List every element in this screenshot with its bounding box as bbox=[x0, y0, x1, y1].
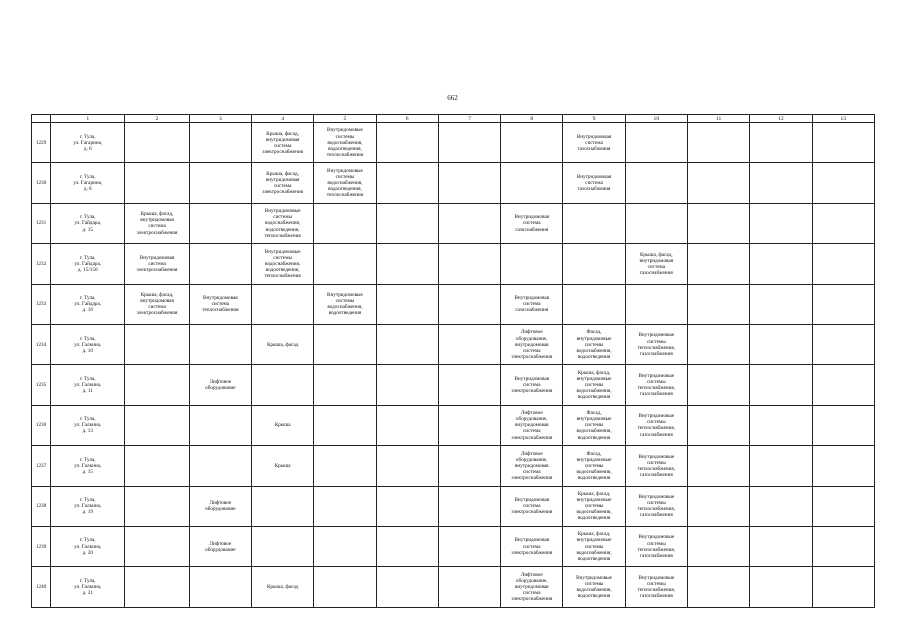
table-cell bbox=[189, 324, 251, 364]
table-cell bbox=[625, 123, 687, 163]
header-cell: 10 bbox=[625, 115, 687, 123]
cell-text: Внутридомовые системы водоснабжения, водоотведения bbox=[327, 292, 363, 317]
table-cell bbox=[252, 284, 314, 324]
table-cell bbox=[501, 244, 563, 284]
row-number-cell: 1229 bbox=[32, 123, 51, 163]
cell-text: Крыша, фасад, внутридомовые системы водоснабжения, водоотведения bbox=[576, 369, 612, 401]
row-number-cell: 1231 bbox=[32, 203, 51, 243]
table-cell bbox=[501, 203, 563, 243]
table-cell bbox=[189, 446, 251, 486]
header-cell: 2 bbox=[125, 115, 189, 123]
address-cell bbox=[51, 284, 125, 324]
header-row bbox=[32, 115, 875, 123]
header-cell: 9 bbox=[563, 115, 625, 123]
table-cell bbox=[687, 526, 749, 566]
header-cell: 5 bbox=[314, 115, 376, 123]
cell-text: Лифтовое оборудование bbox=[205, 500, 236, 513]
table-cell bbox=[125, 203, 189, 243]
table-cell bbox=[125, 405, 189, 445]
table-cell bbox=[563, 163, 625, 203]
table-cell bbox=[314, 284, 376, 324]
table-cell bbox=[252, 446, 314, 486]
table-cell bbox=[750, 526, 812, 566]
row-number-cell: 1239 bbox=[32, 526, 51, 566]
table-cell bbox=[563, 123, 625, 163]
table-row bbox=[32, 163, 875, 203]
table-cell bbox=[501, 163, 563, 203]
table-cell bbox=[563, 526, 625, 566]
table-cell bbox=[812, 163, 874, 203]
table-cell bbox=[438, 365, 500, 405]
table-cell bbox=[501, 123, 563, 163]
table-cell bbox=[189, 123, 251, 163]
table-cell bbox=[125, 244, 189, 284]
row-number-cell: 1240 bbox=[32, 567, 51, 607]
table-cell bbox=[687, 567, 749, 607]
table-cell bbox=[687, 446, 749, 486]
table-cell bbox=[252, 324, 314, 364]
row-number-cell: 1238 bbox=[32, 486, 51, 526]
table-cell bbox=[438, 486, 500, 526]
cell-text: Крыша, фасад bbox=[266, 583, 299, 590]
table-row bbox=[32, 123, 875, 163]
table-cell bbox=[189, 405, 251, 445]
table-cell bbox=[314, 486, 376, 526]
table-cell bbox=[563, 405, 625, 445]
table-cell bbox=[687, 324, 749, 364]
address-cell bbox=[51, 405, 125, 445]
cell-text: Внутридомовые системы водоснабжения, водоотведения bbox=[576, 574, 612, 600]
table-cell bbox=[625, 567, 687, 607]
table-cell bbox=[252, 526, 314, 566]
table-cell bbox=[750, 567, 812, 607]
table-cell bbox=[438, 405, 500, 445]
page-number: 662 bbox=[447, 94, 458, 102]
table-cell bbox=[376, 123, 438, 163]
table-cell bbox=[812, 446, 874, 486]
table-cell bbox=[750, 284, 812, 324]
address-cell bbox=[51, 567, 125, 607]
table-cell bbox=[125, 526, 189, 566]
cell-text: Внутридомовая система газоснабжения bbox=[576, 173, 612, 193]
table-cell bbox=[750, 365, 812, 405]
works-schedule-table bbox=[31, 114, 875, 608]
table-row bbox=[32, 405, 875, 445]
table-cell bbox=[314, 567, 376, 607]
row-number-cell: 1236 bbox=[32, 405, 51, 445]
table-body bbox=[32, 115, 875, 608]
cell-text: Внутридомовые системы теплоснабжения, газоснабжения bbox=[637, 453, 676, 478]
table-cell bbox=[252, 405, 314, 445]
cell-text: Внутридомовая система теплоснабжения bbox=[202, 295, 239, 314]
cell-text: Внутридомовая система электроснабжения bbox=[136, 254, 178, 273]
header-cell: 11 bbox=[687, 115, 749, 123]
cell-text: Крыша bbox=[274, 462, 291, 469]
table-cell bbox=[812, 567, 874, 607]
table-cell bbox=[438, 324, 500, 364]
cell-text: Внутридомовые системы водоснабжения, водоотведения, теплоснабжения bbox=[264, 248, 301, 279]
cell-text: Лифтовое оборудование bbox=[205, 378, 236, 392]
table-cell bbox=[750, 405, 812, 445]
cell-text: Внутридомовая система газоснабжения bbox=[514, 295, 550, 314]
table-cell bbox=[812, 123, 874, 163]
table-cell bbox=[812, 203, 874, 243]
table-cell bbox=[563, 446, 625, 486]
cell-text: Крыша bbox=[274, 422, 291, 429]
table-cell bbox=[438, 567, 500, 607]
table-cell bbox=[252, 567, 314, 607]
cell-text: Лифтовое оборудование, внутридомовая система электроснабжения bbox=[511, 450, 553, 481]
table-cell bbox=[125, 446, 189, 486]
table-cell bbox=[314, 365, 376, 405]
table-cell bbox=[314, 526, 376, 566]
table-cell bbox=[812, 244, 874, 284]
table-cell bbox=[252, 123, 314, 163]
table-cell bbox=[125, 567, 189, 607]
cell-text: г. Тула, ул. Галкина, д. 10 bbox=[74, 335, 102, 354]
table-cell bbox=[625, 284, 687, 324]
table-cell bbox=[189, 163, 251, 203]
table-row bbox=[32, 244, 875, 284]
table-cell bbox=[438, 123, 500, 163]
table-cell bbox=[812, 284, 874, 324]
table-cell bbox=[376, 567, 438, 607]
table-cell bbox=[687, 486, 749, 526]
table-cell bbox=[189, 486, 251, 526]
cell-text: Внутридомовая система электроснабжения bbox=[511, 537, 553, 556]
table-cell bbox=[438, 244, 500, 284]
cell-text: г. Тула, ул. Гагарина, д. 8 bbox=[73, 173, 103, 193]
table-cell bbox=[501, 486, 563, 526]
cell-text: Фасад, внутридомовые системы водоснабжения, водоотведения bbox=[576, 410, 612, 441]
table-cell bbox=[750, 486, 812, 526]
table-cell bbox=[687, 203, 749, 243]
table-row bbox=[32, 324, 875, 364]
table-cell bbox=[314, 446, 376, 486]
table-cell bbox=[687, 284, 749, 324]
row-number-cell: 1234 bbox=[32, 324, 51, 364]
table-cell bbox=[376, 163, 438, 203]
address-cell bbox=[51, 526, 125, 566]
table-cell bbox=[376, 284, 438, 324]
table-cell bbox=[376, 526, 438, 566]
table-row bbox=[32, 486, 875, 526]
cell-text: Крыша, фасад, внутридомовая система электроснабжения bbox=[136, 292, 178, 317]
header-cell: 13 bbox=[812, 115, 874, 123]
table-cell bbox=[750, 203, 812, 243]
cell-text: Лифтовое оборудование bbox=[205, 540, 236, 553]
table-cell bbox=[563, 324, 625, 364]
cell-text: Лифтовое оборудование, внутридомовая система электроснабжения bbox=[511, 329, 553, 360]
table-cell bbox=[252, 163, 314, 203]
table-row bbox=[32, 446, 875, 486]
cell-text: Внутридомовые системы водоснабжения, водоотведения, теплоснабжения bbox=[326, 167, 364, 199]
table-cell bbox=[750, 324, 812, 364]
table-cell bbox=[625, 526, 687, 566]
table-cell bbox=[687, 123, 749, 163]
table-cell bbox=[625, 163, 687, 203]
table-cell bbox=[252, 365, 314, 405]
table-cell bbox=[563, 244, 625, 284]
cell-text: Крыша, фасад, внутридомовая система электроснабжения bbox=[136, 211, 178, 236]
table-cell bbox=[314, 123, 376, 163]
table-cell bbox=[750, 244, 812, 284]
table-cell bbox=[625, 486, 687, 526]
cell-text: г. Тула, ул. Гагарина, д. 6 bbox=[73, 133, 103, 152]
table-cell bbox=[189, 244, 251, 284]
table-cell bbox=[501, 567, 563, 607]
table-cell bbox=[125, 324, 189, 364]
table-cell bbox=[563, 203, 625, 243]
header-cell-corner bbox=[32, 115, 51, 123]
table-cell bbox=[376, 244, 438, 284]
row-number-cell: 1232 bbox=[32, 244, 51, 284]
header-cell: 3 bbox=[189, 115, 251, 123]
table-cell bbox=[314, 324, 376, 364]
table-cell bbox=[438, 446, 500, 486]
table-cell bbox=[252, 244, 314, 284]
cell-text: г. Тула, ул. Галкина, д. 20 bbox=[74, 537, 102, 556]
cell-text: Фасад, внутридомовые системы водоснабжения, водоотведения bbox=[576, 329, 612, 360]
row-number-cell: 1233 bbox=[32, 284, 51, 324]
cell-text: г. Тула, ул. Галкина, д. 15 bbox=[74, 456, 102, 475]
address-cell bbox=[51, 365, 125, 405]
table-cell bbox=[625, 405, 687, 445]
header-cell: 6 bbox=[376, 115, 438, 123]
table-row bbox=[32, 365, 875, 405]
table-cell bbox=[314, 203, 376, 243]
cell-text: г. Тула, ул. Галкина, д. 21 bbox=[74, 577, 102, 597]
table-cell bbox=[376, 324, 438, 364]
table-cell bbox=[376, 405, 438, 445]
table-cell bbox=[625, 203, 687, 243]
cell-text: г. Тула, ул. Галкина, д. 19 bbox=[74, 497, 102, 516]
cell-text: г. Тула, ул. Гайдара, д. 15 bbox=[74, 214, 102, 233]
address-cell bbox=[51, 123, 125, 163]
address-cell bbox=[51, 203, 125, 243]
cell-text: Внутридомовые системы теплоснабжения, газоснабжения bbox=[637, 372, 676, 398]
table-cell bbox=[376, 486, 438, 526]
row-number-cell: 1235 bbox=[32, 365, 51, 405]
header-cell: 1 bbox=[51, 115, 125, 123]
cell-text: Лифтовое оборудование, внутридомовая система электроснабжения bbox=[511, 410, 553, 441]
table-cell bbox=[376, 203, 438, 243]
table-cell bbox=[125, 486, 189, 526]
cell-text: Крыша, фасад, внутридомовые системы водоснабжения, водоотведения bbox=[576, 531, 612, 562]
cell-text: Крыша, фасад, внутридомовая система газоснабжения bbox=[639, 251, 674, 276]
table-row bbox=[32, 203, 875, 243]
cell-text: Крыша, фасад, внутридомовая система электроснабжения bbox=[262, 170, 304, 196]
cell-text: г. Тула, ул. Галкина, д. 13 bbox=[74, 416, 102, 435]
table-cell bbox=[812, 365, 874, 405]
table-cell bbox=[812, 405, 874, 445]
table-cell bbox=[625, 446, 687, 486]
address-cell bbox=[51, 244, 125, 284]
table-cell bbox=[438, 284, 500, 324]
address-cell bbox=[51, 324, 125, 364]
table-cell bbox=[687, 405, 749, 445]
row-number-cell: 1230 bbox=[32, 163, 51, 203]
cell-text: Фасад, внутридомовые системы водоснабжения, водоотведения bbox=[576, 450, 612, 481]
table-cell bbox=[125, 365, 189, 405]
cell-text: Крыша, фасад, внутридомовые системы водоснабжения, водоотведения bbox=[576, 490, 612, 522]
cell-text: г. Тула, ул. Галкина, д. 11 bbox=[74, 375, 102, 395]
header-cell: 8 bbox=[501, 115, 563, 123]
table-cell bbox=[314, 244, 376, 284]
table-row bbox=[32, 567, 875, 607]
table-cell bbox=[625, 324, 687, 364]
address-cell bbox=[51, 163, 125, 203]
header-cell: 12 bbox=[750, 115, 812, 123]
cell-text: Внутридомовая система газоснабжения bbox=[514, 214, 550, 233]
cell-text: Внутридомовые системы водоснабжения, водоотведения, теплоснабжения bbox=[326, 127, 364, 158]
address-cell bbox=[51, 446, 125, 486]
table-cell bbox=[438, 163, 500, 203]
address-cell bbox=[51, 486, 125, 526]
table-cell bbox=[314, 163, 376, 203]
table-cell bbox=[501, 526, 563, 566]
cell-text: г. Тула, ул. Гайдара, д. 16 bbox=[74, 295, 102, 314]
table-cell bbox=[189, 284, 251, 324]
table-cell bbox=[252, 203, 314, 243]
cell-text: Внутридомовая система электроснабжения bbox=[511, 497, 553, 516]
table-cell bbox=[750, 163, 812, 203]
table-cell bbox=[750, 123, 812, 163]
table-cell bbox=[189, 567, 251, 607]
table-cell bbox=[812, 324, 874, 364]
table-cell bbox=[125, 284, 189, 324]
table-cell bbox=[563, 284, 625, 324]
table-cell bbox=[812, 486, 874, 526]
cell-text: г. Тула, ул. Гайдара, д. 15/150 bbox=[74, 254, 102, 273]
cell-text: Внутридомовая система электроснабжения bbox=[511, 375, 553, 395]
cell-text: Внутридомовые системы теплоснабжения, газоснабжения bbox=[637, 332, 676, 357]
table-cell bbox=[750, 446, 812, 486]
cell-text: Крыша, фасад, внутридомовая система электроснабжения bbox=[262, 130, 304, 155]
table-cell bbox=[501, 446, 563, 486]
table-cell bbox=[376, 365, 438, 405]
cell-text: Внутридомовые системы водоснабжения, водоотведения, теплоснабжения bbox=[264, 208, 301, 239]
table-cell bbox=[501, 284, 563, 324]
table-cell bbox=[501, 324, 563, 364]
cell-text: Лифтовое оборудование, внутридомовая система электроснабжения bbox=[511, 571, 553, 603]
table-cell bbox=[314, 405, 376, 445]
table-cell bbox=[687, 365, 749, 405]
table-cell bbox=[125, 163, 189, 203]
table-cell bbox=[687, 163, 749, 203]
cell-text: Внутридомовые системы теплоснабжения, газоснабжения bbox=[637, 534, 676, 559]
header-cell: 4 bbox=[252, 115, 314, 123]
table-cell bbox=[625, 244, 687, 284]
table-cell bbox=[687, 244, 749, 284]
table-cell bbox=[189, 203, 251, 243]
table-row bbox=[32, 526, 875, 566]
table-cell bbox=[563, 567, 625, 607]
table-cell bbox=[563, 486, 625, 526]
cell-text: Внутридомовые системы теплоснабжения, газоснабжения bbox=[637, 494, 676, 519]
cell-text: Крыша, фасад bbox=[266, 341, 299, 348]
table-cell bbox=[563, 365, 625, 405]
table-cell bbox=[125, 123, 189, 163]
table-cell bbox=[812, 526, 874, 566]
table-cell bbox=[438, 203, 500, 243]
cell-text: Внутридомовая система газоснабжения bbox=[576, 133, 612, 152]
table-row bbox=[32, 284, 875, 324]
table-cell bbox=[501, 365, 563, 405]
table-cell bbox=[625, 365, 687, 405]
table-cell bbox=[189, 526, 251, 566]
table-cell bbox=[501, 405, 563, 445]
table-cell bbox=[376, 446, 438, 486]
cell-text: Внутридомовые системы теплоснабжения, газоснабжения bbox=[637, 574, 676, 600]
table-cell bbox=[189, 365, 251, 405]
header-cell: 7 bbox=[438, 115, 500, 123]
table-cell bbox=[252, 486, 314, 526]
table-cell bbox=[438, 526, 500, 566]
row-number-cell: 1237 bbox=[32, 446, 51, 486]
cell-text: Внутридомовые системы теплоснабжения, газоснабжения bbox=[637, 413, 676, 438]
